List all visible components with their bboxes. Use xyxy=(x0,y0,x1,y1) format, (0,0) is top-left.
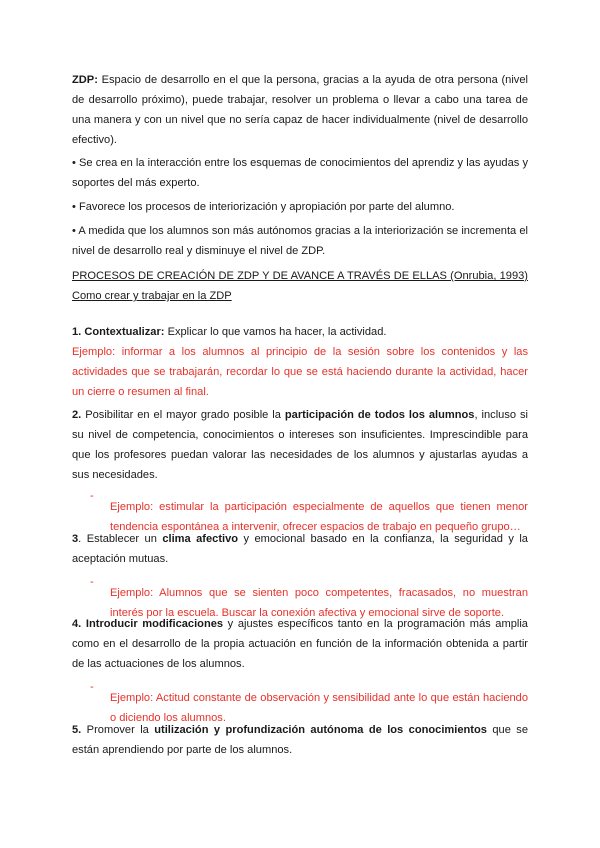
item-text-post: que se están aprendiendo por parte de los alumnos. xyxy=(72,724,529,756)
item-1-example: Ejemplo: informar a los alumnos al principio de la sesión sobre los contenidos y las actividades que se trabajarán, recordar lo que se está haciendo durante la actividad, hacer un cierre o resumen al final. xyxy=(72,346,528,398)
bullet-1 xyxy=(72,153,528,193)
item-number: 5. xyxy=(72,724,82,736)
item-bold: utilización y profundización autónoma de los conocimientos xyxy=(154,724,487,736)
item-5 xyxy=(72,720,528,760)
item-3 xyxy=(72,529,528,569)
item-text: Explicar lo que vamos ha hacer, la actividad. xyxy=(164,326,387,338)
example-text: Ejemplo: Actitud constante de observación y sensibilidad ante lo que están haciendo o diciendo los alumnos. xyxy=(110,692,528,725)
example-text: Ejemplo: Alumnos que se sienten poco competentes, fracasados, no muestran interés por la escuela. Buscar la conexión afectiva y emocional sirve de soporte. xyxy=(110,587,528,620)
item-bold: modificaciones xyxy=(142,618,224,630)
zdp-definition xyxy=(72,70,528,150)
item-bold: clima afectivo xyxy=(162,533,239,545)
item-number: 1. xyxy=(72,326,85,338)
dash-marker: - xyxy=(90,681,94,693)
item-bold: participación de todos los alumnos xyxy=(284,409,475,421)
example-text: Ejemplo: estimular la participación especialmente de aquellos que tienen menor tendencia espontánea a intervenir, ofrecer espacios de trabajo en pequeño grupo… xyxy=(110,501,528,534)
bullet-2 xyxy=(72,197,528,217)
item-text-pre: . Establecer un xyxy=(78,533,163,545)
item-number: 3 xyxy=(72,533,79,545)
zdp-term: ZDP: xyxy=(72,74,98,86)
bullet-text: • Favorece los procesos de interiorización y apropiación por parte del alumno. xyxy=(72,201,455,213)
item-4 xyxy=(72,614,528,674)
item-text-post: y ajustes específicos tanto en la programación más amplia como en el desarrollo de la propia actuación en función de la información obtenida a partir de las actuaciones de los alumnos. xyxy=(72,618,528,670)
bullet-text: • A medida que los alumnos son más autónomos gracias a la interiorización se incrementa el nivel de desarrollo real y disminuye el nivel de ZDP. xyxy=(72,225,528,257)
bullet-3 xyxy=(72,221,528,261)
item-2 xyxy=(72,405,528,485)
item-text-pre: Posibilitar en el mayor grado posible la xyxy=(81,409,285,421)
dash-marker: - xyxy=(90,576,94,588)
section-heading-text: PROCESOS DE CREACIÓN DE ZDP Y DE AVANCE A TRAVÉS DE ELLAS (Onrubia, 1993) Como crear y trabajar en la ZDP xyxy=(72,270,528,302)
item-text-post: y emocional basado en la confianza, la seguridad y la aceptación mutuas. xyxy=(72,533,528,565)
item-number: 2. xyxy=(72,409,82,421)
dash-marker: - xyxy=(90,490,94,502)
item-title: Contextualizar: xyxy=(84,326,165,338)
section-heading xyxy=(72,266,528,306)
item-text-post: , incluso si su nivel de competencia, conocimientos o intereses son insuficientes. Imprescindible para que los profesores puedan valorar las necesidades de los alumnos y ajustarlas ayudas a sus necesidades. xyxy=(72,409,528,481)
bullet-text: • Se crea en la interacción entre los esquemas de conocimientos del aprendiz y las ayudas y soportes del más experto. xyxy=(72,157,528,189)
item-number: 4. xyxy=(72,618,86,630)
zdp-definition-text: Espacio de desarrollo en el que la persona, gracias a la ayuda de otra persona (nivel de desarrollo próximo), puede trabajar, resolver un problema o llevar a cabo una tarea de una manera y con un nivel que no sería capaz de hacer individualmente (nivel de desarrollo efectivo). xyxy=(72,74,528,146)
item-text-pre: Promover la xyxy=(81,724,155,736)
item-bold: Introducir xyxy=(85,618,138,630)
item-1 xyxy=(72,322,528,402)
